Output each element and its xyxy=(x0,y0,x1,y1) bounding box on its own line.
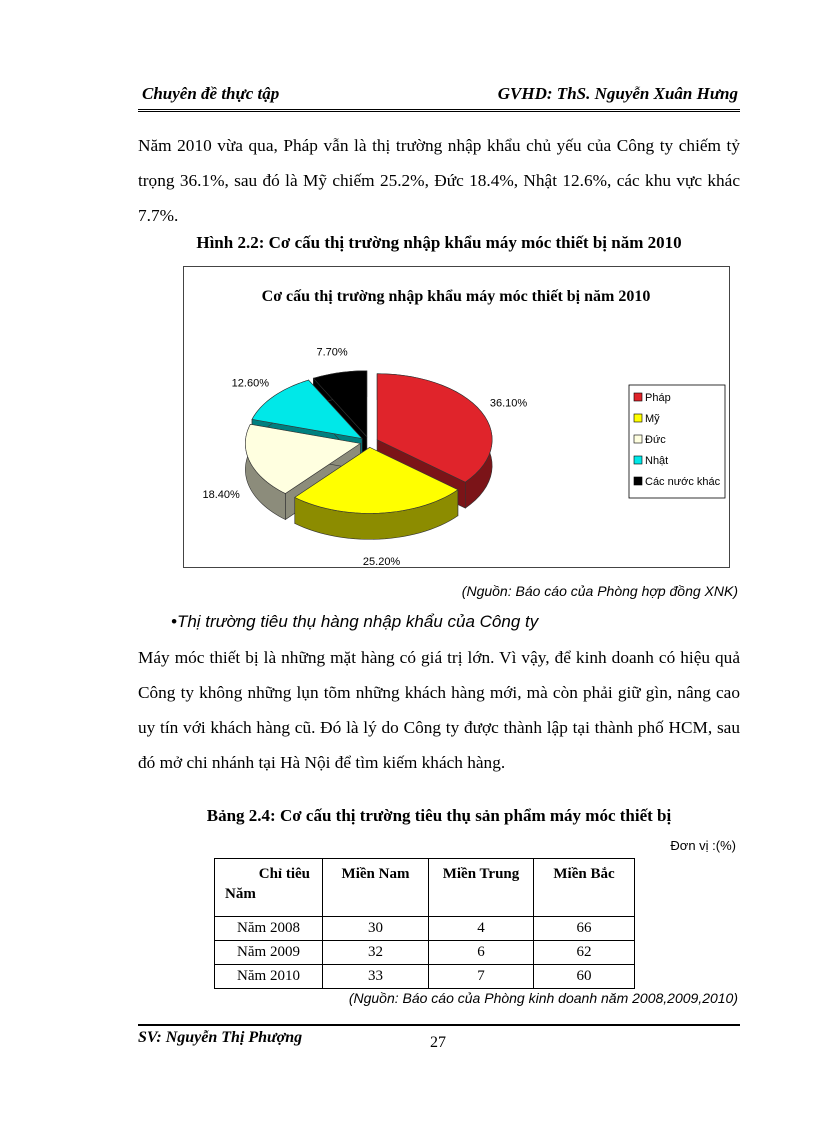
cell: 4 xyxy=(429,917,534,941)
legend-label: Mỹ xyxy=(645,413,660,425)
bullet-marker: • xyxy=(171,612,177,631)
legend-swatch xyxy=(634,456,642,464)
pie-data-label: 18.40% xyxy=(202,489,240,502)
chart-title: Cơ cấu thị trường nhập khẩu máy móc thiết bị năm 2010 xyxy=(261,288,651,305)
cell: 6 xyxy=(429,941,534,965)
bullet-text: Thị trường tiêu thụ hàng nhập khẩu của Công ty xyxy=(176,612,539,631)
cell: 62 xyxy=(534,941,635,965)
chart-legend xyxy=(629,385,725,498)
header-cell: Miền Trung xyxy=(429,859,534,917)
row-year: Năm 2008 xyxy=(215,917,323,941)
cell: 33 xyxy=(323,965,429,989)
legend-swatch xyxy=(634,414,642,422)
header-cell: Miền Nam xyxy=(323,859,429,917)
cell: 7 xyxy=(429,965,534,989)
market-table xyxy=(214,858,635,989)
table-row xyxy=(215,965,635,989)
legend-label: Các nước khác xyxy=(645,476,721,488)
pie-data-label: 12.60% xyxy=(231,377,269,390)
paragraph-1: Năm 2010 vừa qua, Pháp vẫn là thị trường nhập khẩu chủ yếu của Công ty chiếm tỷ trọng 36.1%, sau đó là Mỹ chiếm 25.2%, Đức 18.4%, Nhật 12.6%, các khu vực khác 7.7%. xyxy=(138,136,740,225)
row-year: Năm 2010 xyxy=(215,965,323,989)
table-row xyxy=(215,917,635,941)
bullet-item xyxy=(171,612,538,632)
legend-swatch xyxy=(634,435,642,443)
legend-swatch xyxy=(634,393,642,401)
cell: 30 xyxy=(323,917,429,941)
page-number: 27 xyxy=(430,1034,446,1051)
footer-student: SV: Nguyễn Thị Phượng xyxy=(138,1029,303,1046)
legend-label: Pháp xyxy=(645,392,671,404)
table-source: (Nguồn: Báo cáo của Phòng kinh doanh năm 2008,2009,2010) xyxy=(348,990,738,1006)
pie-chart xyxy=(184,267,729,567)
paragraph-2: Máy móc thiết bị là những mặt hàng có giá trị lớn. Vì vậy, để kinh doanh có hiệu quả Công ty không những lụn tõm những khách hàng mới, mà còn phải giữ gìn, nâng cao uy tín với khách hàng cũ. Đó là lý do Công ty được thành lập tại thành phố HCM, sau đó mở chi nhánh tại Hà Nội để tìm kiếm khách hàng. xyxy=(138,648,740,772)
cell: 66 xyxy=(534,917,635,941)
page-header xyxy=(138,82,738,106)
table-row xyxy=(215,941,635,965)
footer-rule xyxy=(138,1024,740,1026)
pie-data-label: 36.10% xyxy=(489,397,528,410)
table-caption: Bảng 2.4: Cơ cấu thị trường tiêu thụ sản phẩm máy móc thiết bị xyxy=(206,806,672,825)
chart-frame xyxy=(183,266,730,568)
header-left: Chuyên đề thực tập xyxy=(142,84,280,103)
cell: 32 xyxy=(323,941,429,965)
legend-label: Đức xyxy=(645,434,666,446)
pie-data-label: 7.70% xyxy=(316,346,348,359)
header-rule xyxy=(138,109,740,112)
cell: 60 xyxy=(534,965,635,989)
pie-data-label: 25.20% xyxy=(362,556,401,567)
corner-top: Chỉ tiêu xyxy=(258,866,310,882)
table-unit: Đơn vị :(%) xyxy=(670,838,736,853)
table-header-row xyxy=(215,859,635,917)
corner-cell xyxy=(215,859,323,917)
corner-bottom: Năm xyxy=(225,886,256,902)
row-year: Năm 2009 xyxy=(215,941,323,965)
legend-label: Nhật xyxy=(645,455,669,467)
figure-source: (Nguồn: Báo cáo của Phòng hợp đồng XNK) xyxy=(461,583,738,599)
legend-swatch xyxy=(634,477,642,485)
header-right: GVHD: ThS. Nguyễn Xuân Hưng xyxy=(497,84,738,103)
header-cell: Miền Bắc xyxy=(534,859,635,917)
pie-slices xyxy=(245,371,492,540)
figure-caption: Hình 2.2: Cơ cấu thị trường nhập khẩu máy móc thiết bị năm 2010 xyxy=(196,233,682,252)
